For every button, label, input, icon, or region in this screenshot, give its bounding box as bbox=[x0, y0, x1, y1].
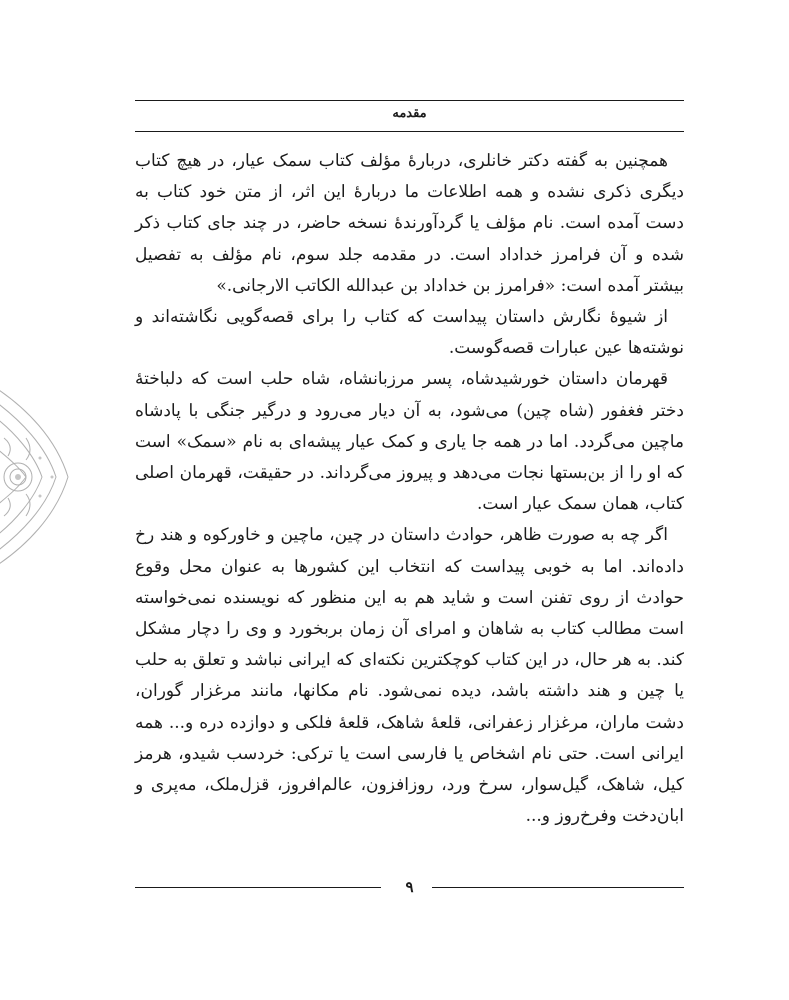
header-rule-top bbox=[135, 100, 684, 101]
header-rule-bottom bbox=[135, 131, 684, 132]
paragraph-2: از شیوۀ نگارش داستان پیداست که کتاب را برای قصه‌گویی نگاشته‌اند و نوشته‌ها عین عبارات قصه‌گوست. bbox=[135, 307, 684, 359]
decorative-ornament bbox=[0, 388, 72, 566]
paragraph-1: همچنین به گفته دکتر خانلری، دربارۀ مؤلف کتاب سمک عیار، در هیچ کتاب دیگری ذکری نشده و همه اطلاعات ما دربارۀ این اثر، از متن خود کتاب به دست آمده است. نام مؤلف یا گردآورندۀ نسخه حاضر، در چند جای کتاب ذکر شده و آن فرامرز خداداد است. در مقدمه جلد سوم، نام مؤلف به تفصیل بیشتر آمده است: «فرامرز بن خداداد بن عبدالله الکاتب الارجانی.» bbox=[135, 151, 684, 296]
running-header: مقدمه bbox=[392, 106, 427, 121]
page-number: ۹ bbox=[405, 878, 414, 896]
paragraph-3: قهرمان داستان خورشیدشاه، پسر مرزبانشاه، شاه حلب است که دلباختۀ دختر فغفور (شاه چین) می‌شود، به آن دیار می‌رود و درگیر جنگی با پادشاه ماچین می‌گردد. اما در همه جا یاری و کمک عیار پیشه‌ای به نام «سمک» است که او را از بن‌بستها نجات می‌دهد و پیروز می‌گرداند. در حقیقت، قهرمان اصلی کتاب، همان سمک عیار است. bbox=[135, 369, 684, 515]
paragraph-4: اگر چه به صورت ظاهر، حوادث داستان در چین، ماچین و خاورکوه و هند رخ داده‌اند. اما به خوبی پیداست که انتخاب این کشورها به عنوان محل وقوع حوادث از روی تفنن است و شاید هم به این منظور که نویسنده نمی‌خواسته است مطالب کتاب به شاهان و امرای آن زمان بربخورد و وی را دچار مشکل کند. به هر حال، در این کتاب کوچکترین نکته‌ای که ایرانی نباشد و تعلق به حلب یا چین و هند داشته باشد، دیده نمی‌شود. نام مکانها، مانند مرغزار گوران، دشت ماران، مرغزار زعفرانی، قلعۀ شاهک، قلعۀ فلکی و دوازده دره و... همه ایرانی است. حتی نام اشخاص یا فارسی است یا ترکی: خردسب شیدو، هرمز کیل، شاهک، گیل‌سوار، سرخ ورد، روزافزون، عالم‌افروز، قزل‌ملک، مه‌پری و ابان‌دخت وفرخ‌روز و... bbox=[135, 525, 684, 827]
body-text bbox=[135, 146, 684, 832]
footer-rule-right bbox=[432, 887, 684, 888]
